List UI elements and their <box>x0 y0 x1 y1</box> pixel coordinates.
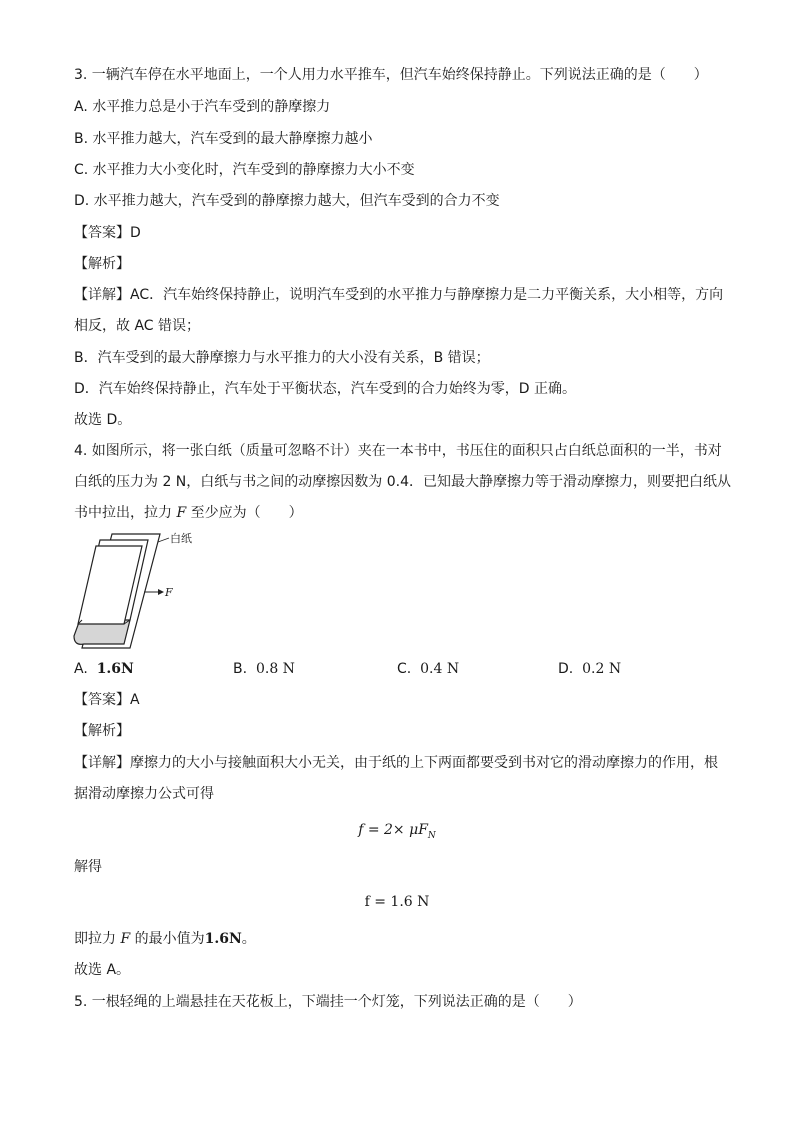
option-value: 0.8 N <box>255 661 295 677</box>
q3-analysis-tag: 【解析】 <box>74 256 130 272</box>
q3-detail-line-1 <box>74 285 723 305</box>
q3-detail-line-4: D．汽车始终保持静止，汽车处于平衡状态，汽车受到的合力始终为零，D 正确。 <box>74 381 577 397</box>
option-value: 0.4 N <box>420 661 460 677</box>
q4-stem-line-2: 白纸的压力为 2 N，白纸与书之间的动摩擦因数为 0.4．已知最大静摩擦力等于滑动摩擦力，则要把白纸从 <box>74 474 731 490</box>
option-letter: D. <box>558 661 574 677</box>
answer-value: D <box>130 225 141 241</box>
q4-answer-line <box>74 690 140 710</box>
q4-result-line <box>74 929 256 949</box>
force-arrow-head <box>158 589 164 595</box>
formula-subscript: N <box>427 830 436 841</box>
q4-stem-text-end: 至少应为（ ） <box>186 505 303 521</box>
q4-option-a <box>74 659 134 679</box>
q4-stem-text: 书中拉出，拉力 <box>74 505 177 521</box>
detail-text: 摩擦力的大小与接触面积大小无关，由于纸的上下两面都要受到书对它的滑动摩擦力的作用，根 <box>130 755 718 771</box>
q3-detail-line-3: B．汽车受到的最大静摩擦力与水平推力的大小没有关系，B 错误； <box>74 350 490 366</box>
answer-tag: 【答案】 <box>74 225 130 241</box>
q3-detail-line-2: 相反，故 AC 错误； <box>74 318 201 334</box>
option-value: 1.6N <box>96 661 134 677</box>
q4-option-d <box>558 659 621 679</box>
q3-option-a: A. 水平推力总是小于汽车受到的静摩擦力 <box>74 99 331 115</box>
q4-option-c <box>397 659 459 679</box>
q3-answer-line <box>74 223 141 243</box>
force-variable: F <box>176 505 187 521</box>
result-text-mid: 的最小值为 <box>130 931 205 947</box>
detail-tag: 【详解】 <box>74 755 130 771</box>
q3-option-d: D. 水平推力越大，汽车受到的静摩擦力越大，但汽车受到的合力不变 <box>74 193 500 209</box>
book-paper-figure <box>72 530 207 652</box>
paper-label: 白纸 <box>170 532 192 545</box>
option-letter: A. <box>74 661 88 677</box>
q4-analysis-tag: 【解析】 <box>74 723 130 739</box>
result-text: 即拉力 <box>74 931 121 947</box>
q4-detail-line-2: 据滑动摩擦力公式可得 <box>74 786 214 802</box>
q4-detail-line-1 <box>74 753 718 773</box>
force-label: F <box>165 586 173 599</box>
formula-result: f = 1.6 N <box>364 894 430 910</box>
answer-value: A <box>130 692 140 708</box>
q4-option-b <box>233 659 295 679</box>
formula-main: f = 2× μF <box>358 822 428 838</box>
q4-conclusion: 故选 A。 <box>74 962 131 978</box>
detail-text: AC．汽车始终保持静止，说明汽车受到的水平推力与静摩擦力是二力平衡关系，大小相等，方向 <box>130 287 724 303</box>
formula-friction <box>0 820 794 846</box>
result-value: 1.6N <box>204 931 242 947</box>
detail-tag: 【详解】 <box>74 287 130 303</box>
option-letter: C. <box>397 661 412 677</box>
q3-stem: 3. 一辆汽车停在水平地面上，一个人用力水平推车，但汽车始终保持静止。下列说法正确的是（ ） <box>74 67 708 83</box>
paper-label-leader <box>158 538 169 542</box>
answer-tag: 【答案】 <box>74 692 130 708</box>
q5-stem: 5. 一根轻绳的上端悬挂在天花板上，下端挂一个灯笼，下列说法正确的是（ ） <box>74 994 582 1010</box>
option-value: 0.2 N <box>582 661 622 677</box>
q4-stem-line-3 <box>74 503 303 523</box>
q4-stem-line-1: 4. 如图所示，将一张白纸（质量可忽略不计）夹在一本书中，书压住的面积只占白纸总面积的一半，书对 <box>74 443 722 459</box>
q3-option-c: C. 水平推力大小变化时，汽车受到的静摩擦力大小不变 <box>74 162 415 178</box>
result-variable: F <box>120 931 131 947</box>
q3-conclusion: 故选 D。 <box>74 412 132 428</box>
q4-solve-label: 解得 <box>74 859 102 875</box>
result-text-end: 。 <box>241 931 256 947</box>
option-letter: B. <box>233 661 248 677</box>
q3-option-b: B. 水平推力越大，汽车受到的最大静摩擦力越小 <box>74 131 373 147</box>
